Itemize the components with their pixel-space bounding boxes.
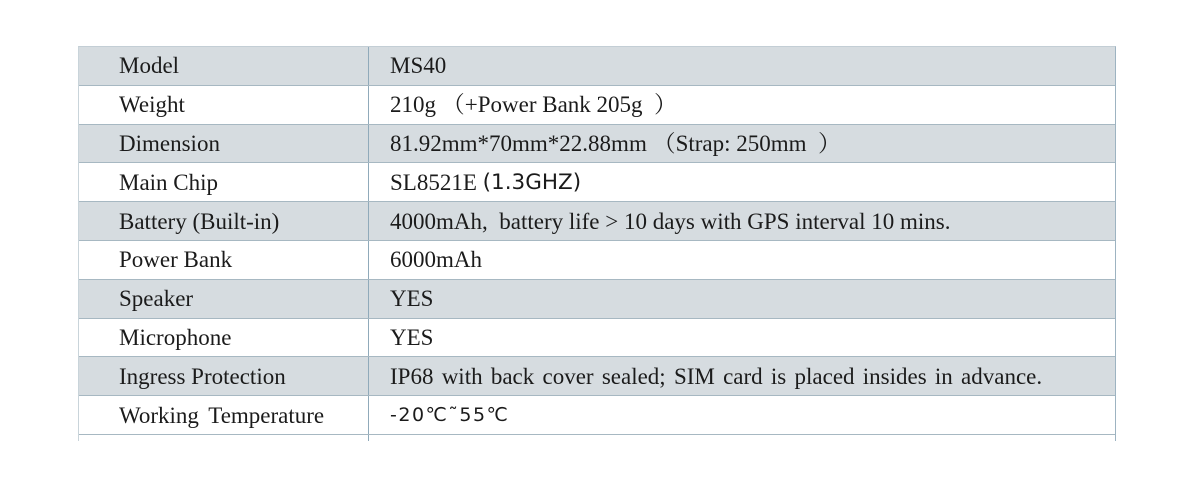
spec-value: YES [390, 324, 434, 350]
spec-label: Working Temperature [119, 402, 325, 428]
spec-value: -20℃˜55℃ [390, 403, 510, 426]
table-row [79, 356, 1115, 395]
spec-label: Power Bank [119, 247, 233, 273]
spec-value-sans: (1.3GHZ) [482, 169, 582, 195]
table-row [79, 85, 1115, 124]
spec-value-cell [368, 47, 1115, 85]
spec-label: Weight [119, 92, 185, 118]
spec-value: 4000mAh, battery life > 10 days with GPS interval 10 mins. [390, 208, 951, 234]
spec-value: SL8521E [390, 169, 483, 195]
spec-label: Battery (Built-in) [119, 208, 280, 234]
table-row [79, 279, 1115, 318]
spec-value-cell [368, 319, 1115, 357]
spec-label: Main Chip [119, 169, 219, 195]
spec-table [78, 46, 1116, 441]
spec-value: IP68 with back cover sealed; SIM card is placed insides in advance. [390, 363, 1043, 389]
table-row [79, 395, 1115, 434]
spec-value-cell [368, 435, 1115, 441]
spec-value: 81.92mm*70mm*22.88mm （Strap: 250mm ） [390, 130, 842, 156]
spec-value-cell [368, 357, 1115, 395]
spec-value: YES [390, 286, 434, 312]
spec-value: MS40 [390, 53, 447, 79]
spec-value-cell [368, 86, 1115, 124]
table-row [79, 318, 1115, 357]
spec-label: Ingress Protection [119, 363, 286, 389]
table-row [79, 47, 1115, 85]
spec-value-cell [368, 202, 1115, 240]
spec-label: Microphone [119, 324, 232, 350]
spec-label: Dimension [119, 130, 220, 156]
spec-value: 210g （+Power Bank 205g ） [390, 92, 678, 118]
spec-value-cell [368, 241, 1115, 279]
table-row [79, 162, 1115, 201]
spec-value: 6000mAh [390, 247, 482, 273]
table-row [79, 124, 1115, 163]
spec-label: Model [119, 53, 180, 79]
table-row [79, 240, 1115, 279]
table-row-partial [79, 434, 1115, 441]
spec-value-cell [368, 163, 1115, 201]
table-row [79, 201, 1115, 240]
spec-label: Speaker [119, 286, 194, 312]
spec-value-cell [368, 396, 1115, 434]
spec-label [79, 435, 368, 441]
spec-value-cell [368, 125, 1115, 163]
spec-value-cell [368, 280, 1115, 318]
